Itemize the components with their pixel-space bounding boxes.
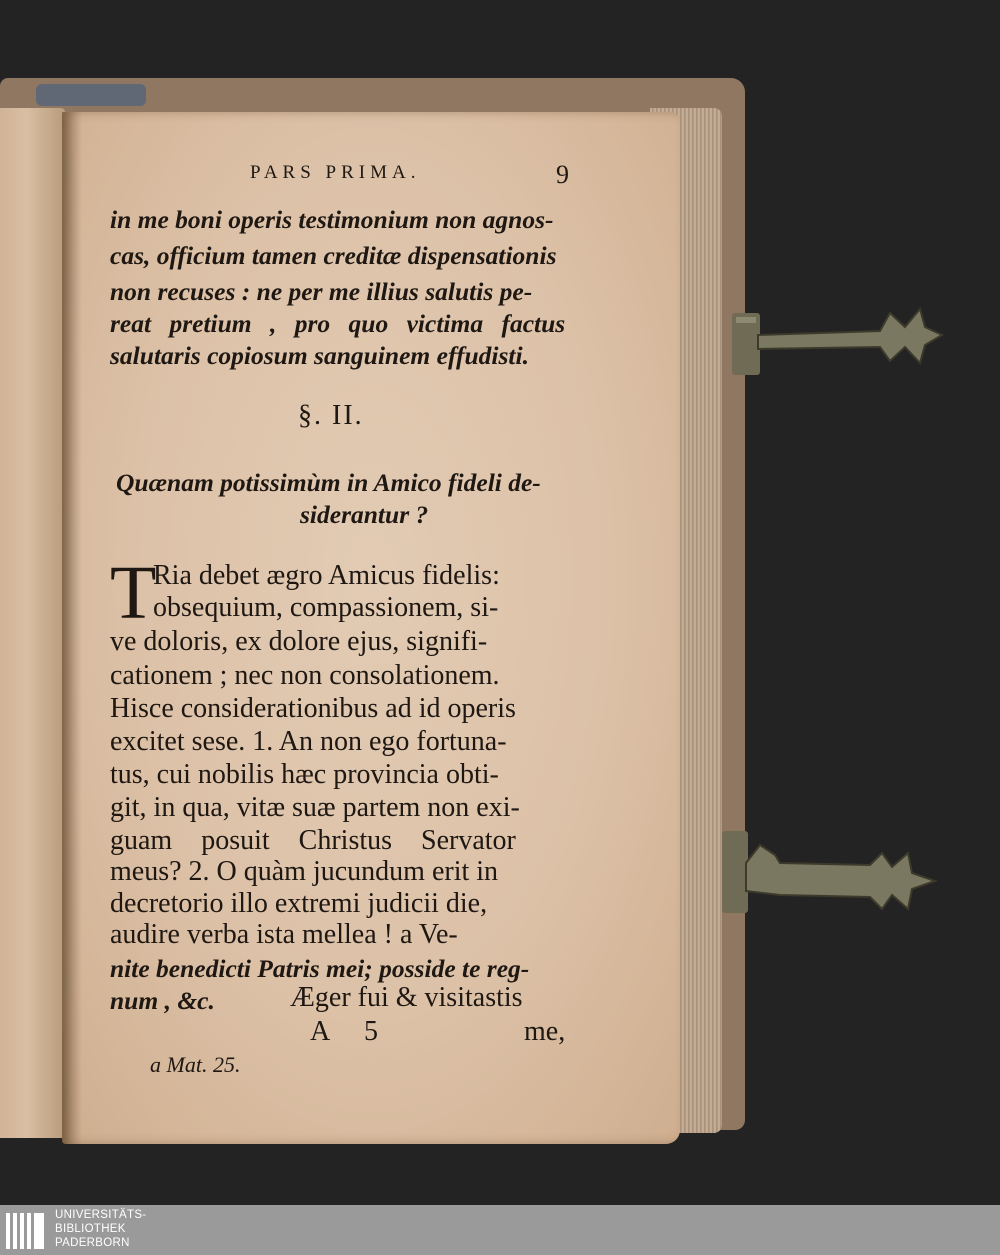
question-line: Quænam potissimùm in Amico fideli de- <box>116 468 541 497</box>
signature-number: 5 <box>364 1016 378 1047</box>
text-line: reat pretium , pro quo victima factus <box>110 309 566 338</box>
gutter-shadow <box>62 112 82 1144</box>
signature-mark: A <box>310 1016 331 1047</box>
library-name <box>55 1208 146 1250</box>
body-line: ve doloris, ex dolore ejus, signifi- <box>110 626 488 657</box>
upper-clasp <box>730 305 945 380</box>
catchword: me, <box>524 1016 566 1047</box>
left-page <box>0 108 65 1138</box>
drop-cap: T <box>110 551 157 635</box>
body-line: git, in qua, vitæ suæ partem non exi- <box>110 792 520 823</box>
running-head: PARS PRIMA. <box>250 162 421 183</box>
text-line: cas, officium tamen creditæ dispensationis <box>110 241 557 270</box>
library-logo-icon <box>6 1210 46 1252</box>
library-line: BIBLIOTHEK <box>55 1223 126 1235</box>
body-line: cationem ; nec non consolationem. <box>110 660 500 691</box>
body-line: guam posuit Christus Servator <box>110 825 516 856</box>
question-line: siderantur ? <box>300 500 429 529</box>
text-line: salutaris copiosum sanguinem effudisti. <box>110 341 529 370</box>
body-line: tus, cui nobilis hæc provincia obti- <box>110 759 499 790</box>
last-line-roman: Æger fui & visitastis <box>290 982 523 1013</box>
italic-line: nite benedicti Patris mei; posside te reg- <box>110 954 530 983</box>
library-line: UNIVERSITÄTS- <box>55 1209 147 1221</box>
spine-headband <box>36 84 146 106</box>
library-line: PADERBORN <box>55 1237 130 1249</box>
text-line: in me boni operis testimonium non agnos- <box>110 205 554 234</box>
body-line: excitet sese. 1. An non ego fortuna- <box>110 726 507 757</box>
body-line: Hisce considerationibus ad id operis <box>110 693 516 724</box>
page-number: 9 <box>556 160 569 189</box>
text-line: non recuses : ne per me illius salutis pe- <box>110 277 533 306</box>
lower-clasp <box>720 825 940 925</box>
section-heading: §. II. <box>298 400 364 431</box>
body-line: audire verba ista mellea ! a Ve- <box>110 919 458 950</box>
last-line-italic: num , &c. <box>110 986 215 1015</box>
body-line: meus? 2. O quàm jucundum erit in <box>110 856 499 887</box>
footnote: a Mat. 25. <box>150 1052 241 1077</box>
body-line: Ria debet ægro Amicus fidelis: <box>153 560 500 591</box>
body-line: obsequium, compassionem, si- <box>153 592 499 623</box>
body-line: decretorio illo extremi judicii die, <box>110 888 488 919</box>
library-footer <box>0 1205 1000 1255</box>
